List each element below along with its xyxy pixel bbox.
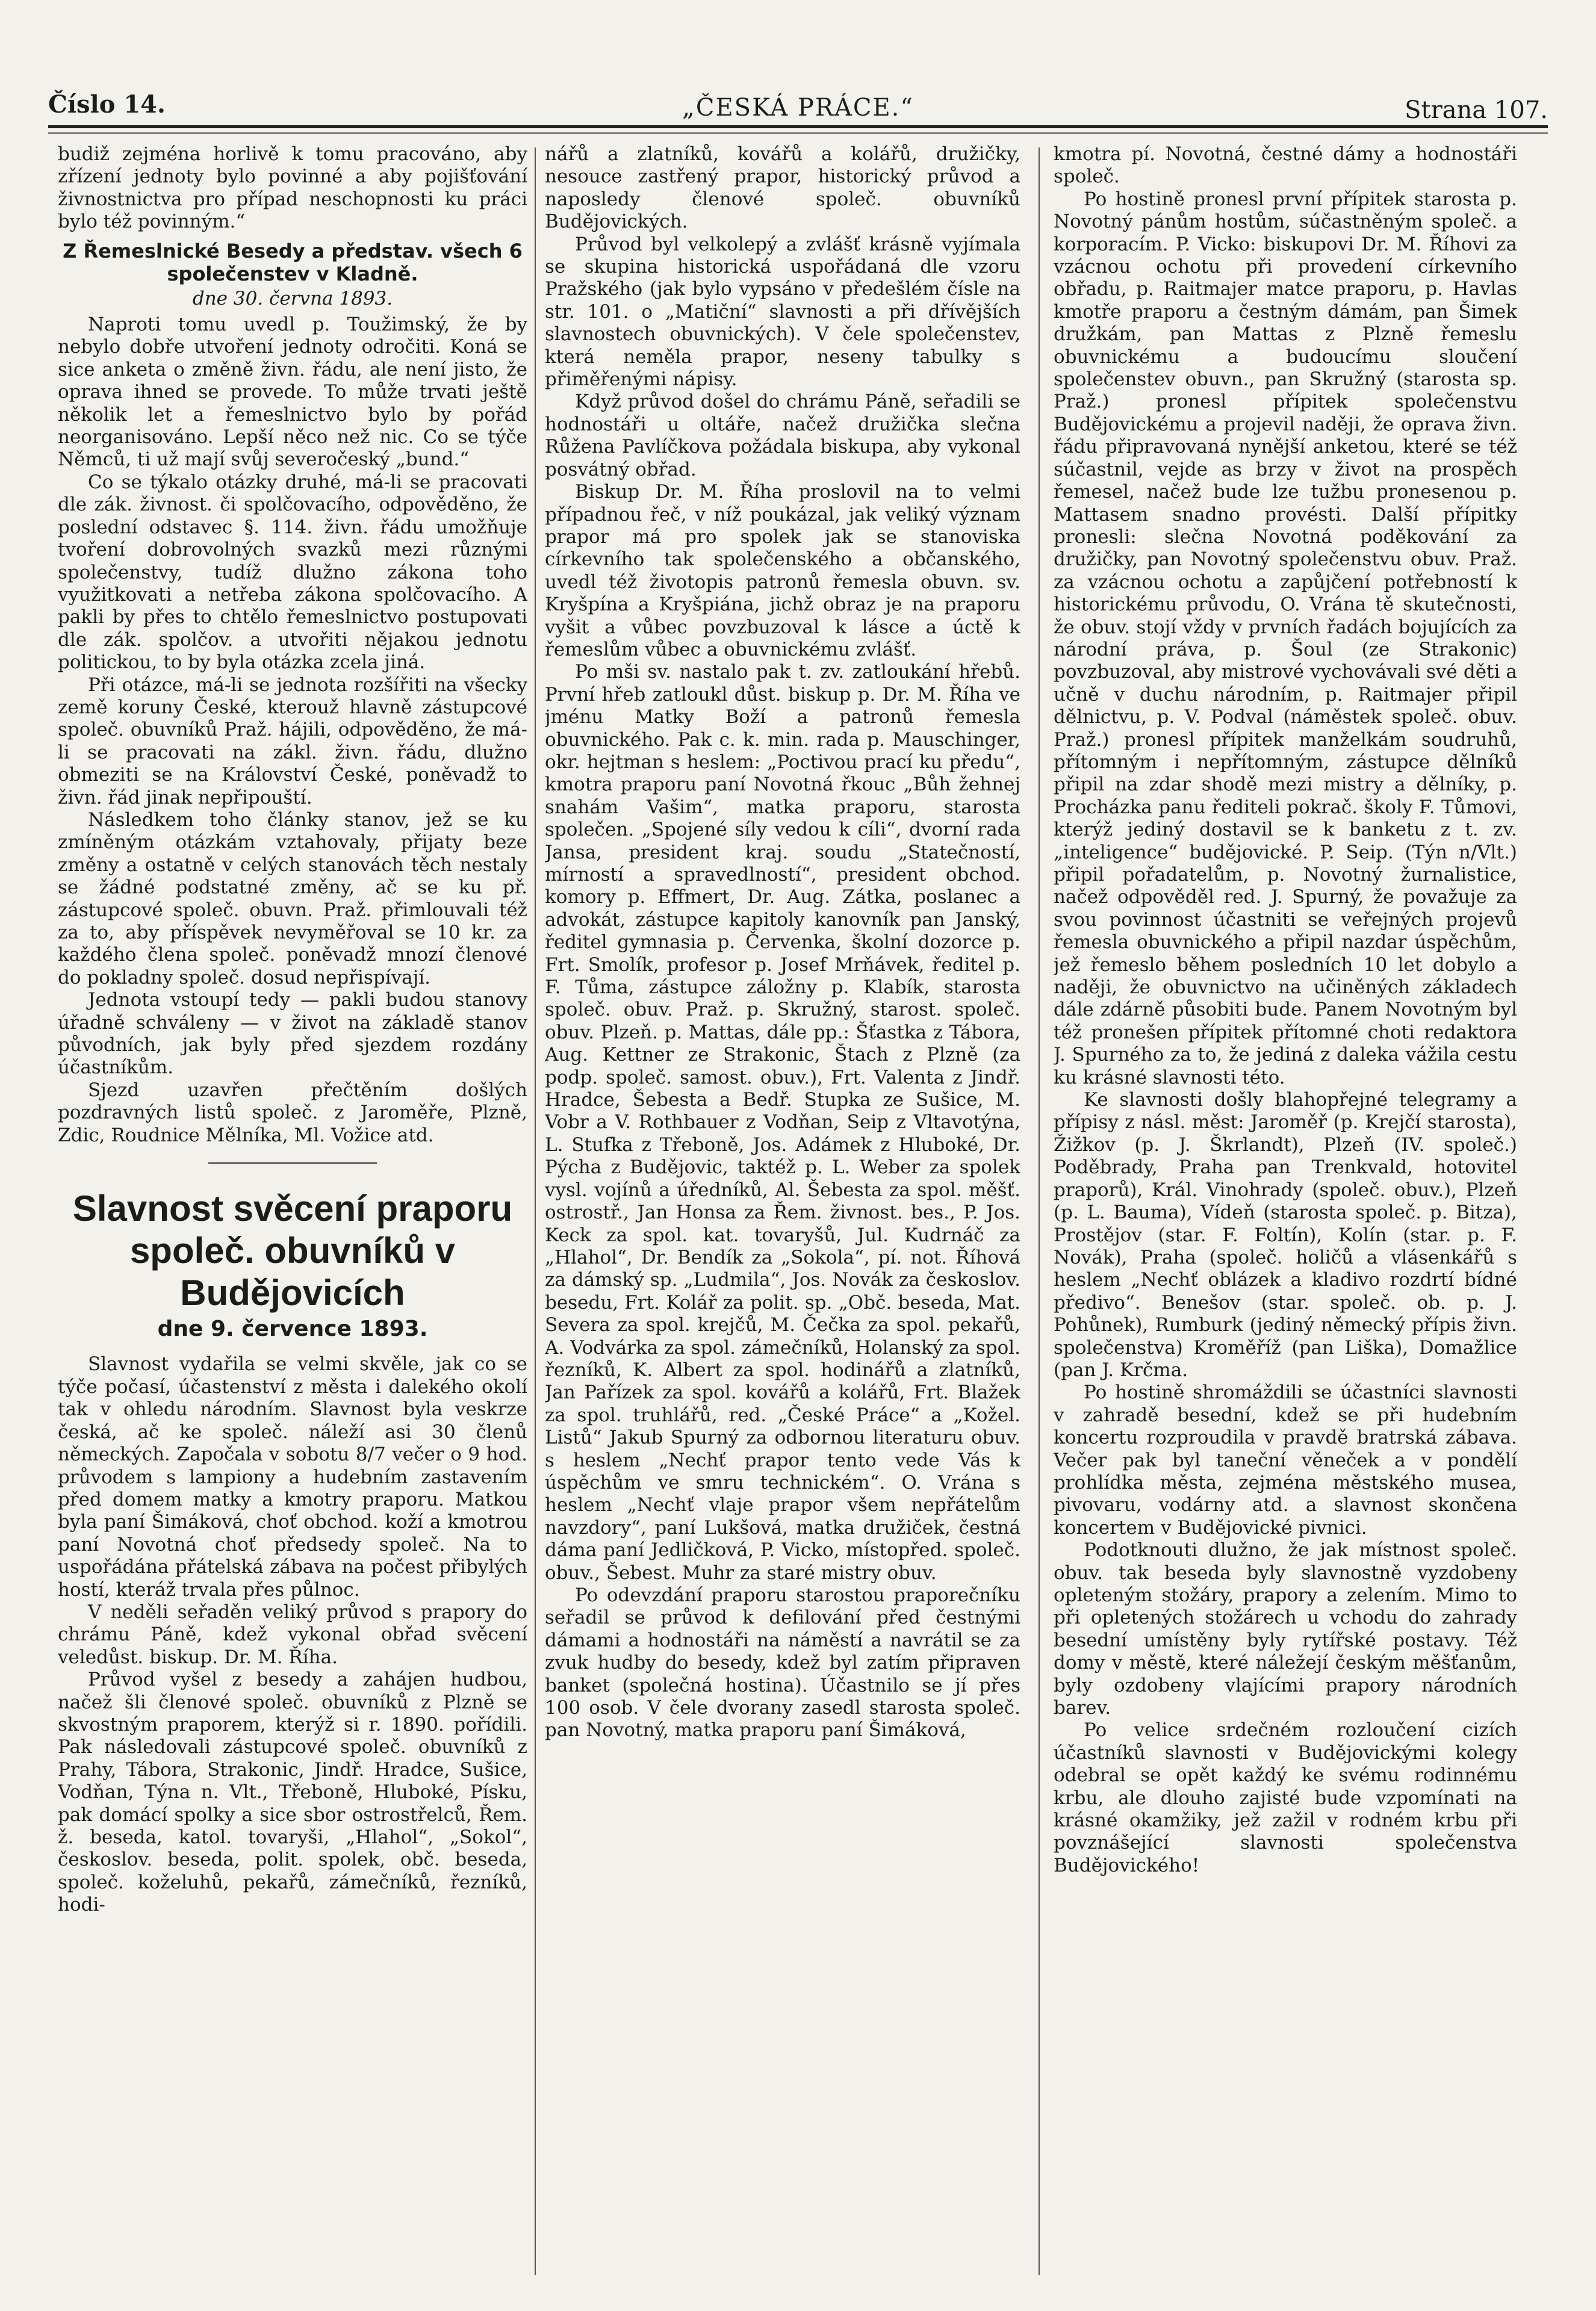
section-heading: Z Řemeslnické Besedy a představ. všech 6 společenstev v Kladně. (63, 239, 523, 285)
column-2 (545, 143, 1020, 2287)
paragraph: Jednota vstoupí tedy — pakli budou stanovy úřadně schváleny — v život na základě stanov původních, jak byly před sjezdem rozdány účastníkům. (58, 989, 527, 1079)
paragraph: Následkem toho články stanov, jež se ku zmíněným otázkám vztahovaly, přijaty beze změny a ostatně v celých stanovách těch nestaly se žádné podstatné změny, ač se ku př. zástupcové společ. obuvn. Praž. přimlouvali též za to, aby příspěvek nevyměřoval se 10 kr. za každého člena společ. poněvadž mnozí členové do pokladny společ. dosud nepřispívají. (58, 808, 527, 988)
paragraph: Po velice srdečném rozloučení cizích účastníků slavnosti v Budějovickými kolegy odebral se opět každý ke svému rodinnému krbu, ale dlouho zajisté bude vzpomínati na krásné okamžiky, jež zažil v rodném krbu při povznášející slavnosti společenstva Budějovického! (1054, 1719, 1517, 1876)
paragraph: Po odevzdání praporu starostou praporečníku seřadil se průvod k defilování před čestnými dámami a hodnostáři na náměstí a navrátil se za zvuk hudby do besedy, kdež byl zatím připraven banket (společná hostina). Účastnilo se jí přes 100 osob. V čele dvorany zasedl starosta společ. pan Novotný, matka praporu paní Šimáková, (545, 1584, 1020, 1742)
page-header (48, 90, 1548, 138)
paragraph: Sjezd uzavřen přečtěním došlých pozdravných listů společ. z Jaroměře, Plzně, Zdic, Roudnice Mělníka, Ml. Vožice atd. (58, 1079, 527, 1146)
masthead-title: „ČESKÁ PRÁCE.“ (682, 94, 914, 122)
paragraph: budiž zejména horlivě k tomu pracováno, aby zřízení jednoty bylo povinné a aby pojišťování živnostnictva pro případ neschopnosti ku práci bylo též povinným.“ (58, 143, 527, 233)
article-date: dne 9. července 1893. (157, 1317, 428, 1342)
paragraph: Biskup Dr. M. Říha proslovil na to velmi případnou řeč, v níž poukázal, jak veliký význam prapor má pro spolek jak se stanoviska církevního tak společenského a občanského, uvedl též životopis patronů řemesla obuvn. sv. Kryšpína a Kryšpiána, jichž obraz je na praporu vyšit a vůbec povzbuzoval k lásce a úctě k řemeslům vůbec a obuvnickému zvlášť. (545, 481, 1020, 660)
header-rule-thick (48, 125, 1548, 128)
paragraph: Slavnost vydařila se velmi skvěle, jak co se týče počasí, účastenství z města i dalekého okolí tak v ohledu národním. Slavnost byla veskrze česká, ač ke společ. náleží asi 30 členů německých. Započala v sobotu 8/7 večer o 9 hod. průvodem s lampiony a hudebním zastavením před domem matky a kmotry praporu. Matkou byla paní Šimáková, choť obchod. koží a kmotrou paní Novotná choť předsedy společ. Na to uspořádána přátelská zábava na počest přibylých hostí, kteráž trvala přes půlnoc. (58, 1353, 527, 1601)
column-3 (1054, 143, 1517, 2287)
column-divider-1 (535, 147, 536, 2275)
paragraph: Když průvod došel do chrámu Páně, seřadili se hodnostáři u oltáře, načež družička slečna Růžena Pavlíčkova požádala biskupa, aby vykonal posvátný obřad. (545, 391, 1020, 480)
paragraph: Podotknouti dlužno, že jak místnost spolеč. obuv. tak beseda byly slavnostně vyzdobeny opleteným stožáry, prapory a zelením. Mimo to při opletených stožárech u vchodu do zahrady besední umístěny byly rytířské postavy. Též domy v městě, které náležejí českým měšťanům, byly ozdobeny vlajícími prapory národních barev. (1054, 1539, 1517, 1719)
paragraph: Po mši sv. nastalo pak t. zv. zatloukání hřebů. První hřeb zatloukl důst. biskup p. Dr. M. Říha ve jménu Matky Boží a patronů řemesla obuvnického. Pak c. k. min. rada p. Mauschinger, okr. hejtman s heslem: „Poctivou prací ku předu“, kmotra praporu paní Novotná řkouc „Bůh žehnej snahám Vašim“, matka praporu, starosta společen. „Spojené síly vedou k cíli“, dvorní rada Jansa, president kraj. soudu „Statečností, mírností a spravedlností“, president obchod. komory p. Effmert, Dr. Aug. Zátka, poslanec a advokát, zástupce kapitoly kanovník pan Janský, ředitel gymnasia p. Červenka, školní dozorce p. Frt. Smolík, profesor p. Josef Mrňávek, ředitel p. F. Tůma, zástupce záložny p. Klabík, starosta společ. obuv. Praž. p. Skružný, starost. společ. obuv. Plzeň. p. Mattas, dále pp.: Šťastka z Tábora, Aug. Kettner ze Strakonic, Štach z Plzně (za podp. společ. samost. obuv.), Frt. Valenta z Jindř. Hradce, Šebesta a Bedř. Stupka ze Sušice, M. Vobr a V. Rothbauer z Vodňan, Seip z Vltavotýna, L. Stufka z Třeboně, Jos. Adámek z Hluboké, Dr. Pýcha z Budějovic, taktéž p. L. Weber za spolek vysl. vojínů a úředníků, Al. Šebesta za spol. měšť. ostrostř., Jan Honsa za Řem. živnost. bes., P. Jos. Keck za spol. kat. tovaryšů, Jul. Kudrnáč za „Hlahol“, Dr. Bendík za „Sokola“, pí. not. Říhová za dámský sp. „Ludmila“, Jos. Novák za českoslov. besedu, Frt. Kolář za polit. sp. „Obč. beseda, Mat. Severa za spol. krejčů, M. Čečka za spol. pekařů, A. Vodvárka za spol. zámečníků, Holanský za spol. řezníků, K. Albert za spol. hodinářů a zlatníků, Jan Pařízek za spol. kovářů a kolářů, Frt. Blažek za spol. truhlářů, red. „České Práce“ a „Kožel. Listů“ Jakub Spurný za odbornou literaturu obuv. s heslem „Nechť prapor tento vede Vás k úspěchům ve smru technickém“. O. Vrána s heslem „Nechť vlaje prapor všem nepřátelům navzdory“, paní Lukšová, matka družiček, čestná dáma paní Jedličková, P. Vicko, místopřed. společ. obuv., Šebest. Muhr za staré mistry obuv. (545, 661, 1020, 1584)
paragraph: Co se týkalo otázky druhé, má-li se pracovati dle zák. živnost. či spolčovacího, odpověděno, že poslední odstavec §. 114. živn. řádu umožňuje tvoření dobrovolných svazků mezi různými společenstvy, tudíž dlužno zákona toho využitkovati a netřeba zákona spolčovacího. A pakli by přes to chtělo řemeslnictvo postupovati dle zák. spolčov. a utvořiti nějakou jednotu politickou, to by byla otázka zcela jiná. (58, 471, 527, 674)
paragraph: nářů a zlatníků, kovářů a kolářů, družičky, nesouce zastřený prapor, historický průvod a naposledy členové společ. obuvníků Budějovických. (545, 143, 1020, 233)
column-divider-2 (1039, 147, 1040, 2275)
article-separator (208, 1162, 377, 1164)
paragraph: kmotra pí. Novotná, čestné dámy a hodnostáři společ. (1054, 143, 1517, 188)
paragraph: Ke slavnosti došly blahopřejné telegramy a přípisy z násl. měst: Jaroměř (p. Krejčí starosta), Žižkov (p. J. Škrlandt), Plzeň (IV. společ.) Poděbrady, Praha pan Trenkvald, hotovitel praporů), Král. Vinohrady (společ. obuv.), Plzeň (p. L. Bauma), Vídeň (starosta společ. p. Bitza), Prostějov (star. F. Foltín), Kolín (star. p. F. Novák), Praha (společ. holičů a vlásenkářů s heslem „Nechť oblázek a kladivo rozdrtí bídné předivo“. Benešov (star. společ. ob. p. J. Pohůnek), Rumburk (jediný německý přípis živn. společenstva) Kroměříž (pan Liška), Domažlice (pan J. Krčma. (1054, 1089, 1517, 1381)
column-1 (58, 143, 527, 2287)
section-date: dne 30. června 1893. (192, 287, 393, 309)
paragraph: Průvod vyšel z besedy a zahájen hudbou, načež šli členové společ. obuvníků z Plzně se skvostným praporem, kterýž si r. 1890. pořídili. Pak následovali zástupcové společ. obuvníků z Prahy, Tábora, Strakonic, Jindř. Hradce, Sušice, Vodňan, Týna n. Vlt., Třeboně, Hluboké, Písku, pak domácí spolky a sice sbor ostrostřelců, Řem. ž. beseda, katol. tovaryši, „Hlahol“, „Sokol“, českoslov. beseda, polit. spolek, obč. beseda, společ. koželuhů, pekařů, zámečníků, řezníků, hodi- (58, 1669, 527, 1916)
header-rule-thin (48, 132, 1548, 134)
page-number: Strana 107. (1405, 96, 1548, 124)
paragraph: Po hostině shromáždili se účastníci slavnosti v zahradě besední, kdež se při hudebním koncertu rozproudila v pravdě bratrská zábava. Večer pak byl taneční věneček a v pondělí prohlídka města, zejména městského musea, pivovaru, vodárny atd. a slavnost skončena koncertem v Budějovické pivnici. (1054, 1382, 1517, 1539)
paragraph: Po hostině pronesl první přípitek starosta p. Novotný pánům hostům, súčastněným spolеč. a korporacím. P. Vicko: biskupovi Dr. M. Říhovi za vzácnou ochotu při provedení církevního obřadu, p. Raitmajer matce praporu, p. Havlas kmotře praporu a čestným dámám, pan Šimek družkám, pan Mattas z Plzně řemeslu obuvnickému a budoucímu sloučení společenstev obuvn., pan Skružný (starosta sp. Praž.) pronesl přípitek společenstvu Budějovickému a projevil naději, že oprava živn. řádu připravovaná nynější anketou, které se též súčastnil, vejde as brzy v život na prospěch řemesel, načež bude lze tužbu pronesenou p. Mattasem snadno provésti. Další přípitky pronesli: slečna Novotná poděkování za družičky, pan Novotný společenstvu obuv. Praž. za vzácnou ochotu a zapůjčení potřebností k historickému průvodu, O. Vrána tě skutečnosti, že obuv. stojí vždy v prvních řadách bojujících za národní práva, p. Šoul (ze Strakonic) povzbuzoval, aby mistrové vychovávali své děti a učně v duchu národním, p. Raitmajer připil dělnictvu, p. V. Podval (náměstek společ. obuv. Praž.) pronesl přípitek manželkám soudruhů, přítomným i nepřítomným, zástupce dělníků připil na zdar shodě mezi mistry a dělníky, p. Procházka panu řediteli pokrač. školy F. Tůmovi, kterýž jediný dostavil se k banketu z t. zv. „inteligence“ budějovické. P. Seip. (Týn n/Vlt.) připil pořadatelům, p. Novotný žurnalistice, načež odpověděl red. J. Spurný, že považuje za svou povinnost účastniti se veřejných projevů řemesla obuvnického a připil nazdar úspěchům, jež řemeslo během posledních 10 let dobylo a naději, že obuvnictvo na učiněných základech dále zdárně působiti bude. Panem Novotným byl též pronešen přípitek přítomné choti redaktora J. Spurného za to, že jediná z daleka vážila cestu ku krásné slavnosti této. (1054, 188, 1517, 1088)
paragraph: Naproti tomu uvedl p. Toužimský, že by nebylo dobře utvoření jednoty odročiti. Koná se sice anketa o změně živn. řádu, ale není jisto, že oprava ihned se provede. To může trvati ještě několik let a řemeslnictvo bylo by pořád neorganisováno. Lepší něco než nic. Co se týče Němců, ti už mají svůj severočeský „bund.“ (58, 314, 527, 471)
issue-number: Číslo 14. (48, 90, 166, 119)
article-title: Slavnost svěcení praporu spolеč. obuvníků v Budějovicích (72, 1188, 513, 1314)
paragraph: Při otázce, má-li se jednota rozšířiti na všecky země koruny České, kterouž hlavně zástupcové společ. obuvníků Praž. hájili, odpověděno, že má-li se pracovati na zákl. živn. řádu, dlužno obmeziti se na Království České, poněvadž to živn. řád jinak nepřipouští. (58, 674, 527, 808)
paragraph: V neděli seřaděn veliký průvod s prapory do chrámu Páně, kdež vykonal obřad svěcení veledůst. biskup. Dr. M. Říha. (58, 1601, 527, 1668)
paragraph: Průvod byl velkolepý a zvlášť krásně vyjímala se skupina historická uspořádaná dle vzoru Pražského (jak bylo vypsáno v předešlém čísle na str. 101. o „Matiční“ slavnosti a při dřívějších slavnostech obuvnických). V čele společenstev, která neměla prapor, neseny tabulky s přiměřenými nápisy. (545, 233, 1020, 391)
